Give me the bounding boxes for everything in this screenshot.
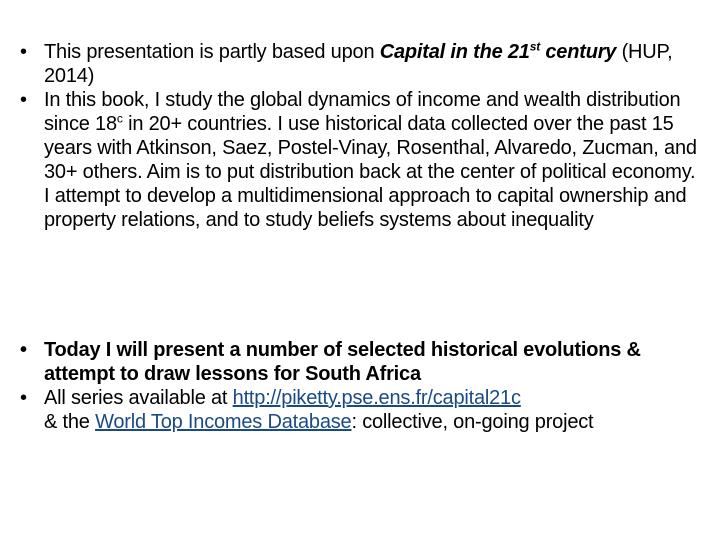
book-title-sup: st: [529, 39, 541, 54]
bullet-4-mid: & the: [44, 411, 96, 433]
bullet-book-study: [18, 88, 714, 232]
book-title-cont: century: [545, 41, 617, 63]
bullet-4-lead: All series available at: [44, 387, 233, 409]
bullet-list-bottom: [18, 338, 714, 434]
book-title-text: Capital in the 21: [379, 41, 530, 63]
bullet-series-available: [18, 386, 714, 434]
bullet-4-tail: : collective, on-going project: [351, 411, 594, 433]
world-top-incomes-link[interactable]: World Top Incomes Database: [95, 411, 352, 433]
bullet-1-lead: This presentation is partly based upon: [44, 41, 380, 63]
bullet-today: [18, 338, 714, 386]
capital21c-link[interactable]: http://piketty.pse.ens.fr/capital21c: [232, 387, 521, 409]
bullet-2-sup: c: [116, 111, 123, 126]
bullet-2-part1: In this book, I study the global dynamics of income and wealth distribution since 18: [44, 89, 681, 135]
bullet-list-top: [18, 40, 714, 232]
bullet-3-text: Today I will present a number of selected historical evolutions & attempt to draw lessons for South Africa: [44, 339, 641, 385]
bullet-2-part3: I attempt to develop a multidimensional approach to capital ownership and property relations, and to study beliefs systems about inequality: [44, 185, 687, 231]
book-title: [380, 41, 616, 63]
bullet-capital-book: [18, 40, 714, 88]
bullet-1-tail: (HUP, 2014): [44, 41, 673, 87]
bullet-2-part2: in 20+ countries. I use historical data collected over the past 15 years with Atkinson, Saez, Postel-Vinay, Rosenthal, Alvaredo, Zucman, and 30+ others. Aim is to put distribution back at the center of political economy.: [44, 113, 697, 183]
